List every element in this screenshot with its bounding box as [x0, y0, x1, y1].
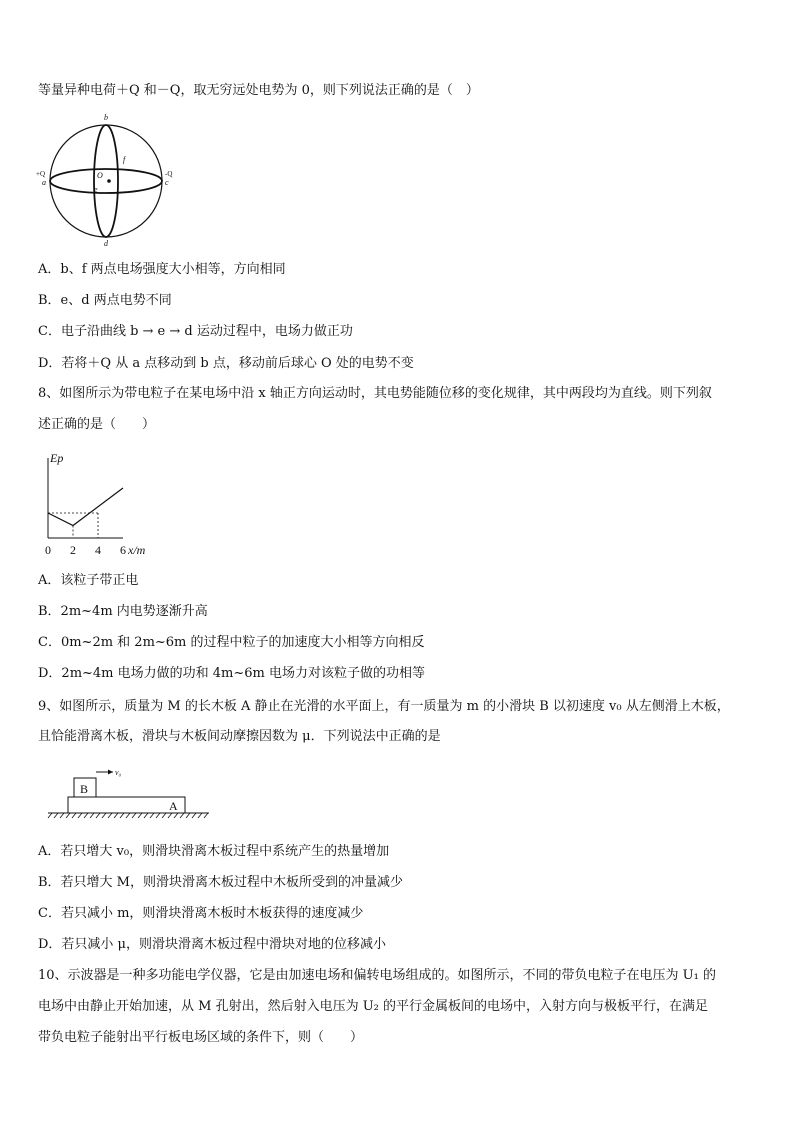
q10-stem-line-2: 电场中由静止开始加速，从 M 孔射出，然后射入电压为 U₂ 的平行金属板间的电场中，入射方向与极板平行，在满足: [38, 999, 709, 1014]
q9-option-d: D．若只减小 μ，则滑块滑离木板过程中滑块对地的位移减小: [38, 937, 387, 952]
q9-option-c: C．若只减小 m，则滑块滑离木板时木板获得的速度减少: [38, 906, 364, 921]
x-tick-label: 4: [95, 543, 101, 557]
x-tick-label: 6: [120, 543, 126, 557]
q9-option-a: A．若只增大 v₀，则滑块滑离木板过程中系统产生的热量增加: [38, 844, 390, 859]
q7-option-d: D．若将＋Q 从 a 点移动到 b 点，移动前后球心 O 处的电势不变: [38, 356, 414, 371]
q8-stem-line-1: 8、如图所示为带电粒子在某电场中沿 x 轴正方向运动时，其电势能随位移的变化规律，其中两段均为直线。则下列叙: [38, 386, 712, 401]
label-c: c: [165, 178, 169, 187]
q9-block-board-figure: [46, 765, 216, 825]
label-o: O: [97, 171, 103, 180]
x-tick-label: 2: [70, 543, 76, 557]
q10-stem-line-1: 10、示波器是一种多功能电学仪器，它是由加速电场和偏转电场组成的。如图所示，不同的带负电粒子在电压为 U₁ 的: [38, 968, 716, 983]
q8-option-d: D．2m~4m 电场力做的功和 4m~6m 电场力对该粒子做的功相等: [38, 666, 425, 681]
q7-sphere-figure: [36, 112, 176, 248]
q8-ep-chart: [38, 448, 168, 560]
ep-series-line: [48, 488, 123, 526]
sphere-diagram: [36, 112, 176, 248]
ground-hatching: [48, 813, 208, 818]
x-tick-label: 0: [45, 543, 51, 557]
x-axis-label: x/m: [128, 543, 146, 557]
q8-option-a: A．该粒子带正电: [38, 573, 139, 588]
block-board-diagram: [46, 765, 216, 825]
q8-option-c: C．0m~2m 和 2m~6m 的过程中粒子的加速度大小相等方向相反: [38, 635, 425, 650]
velocity-label: v₀: [115, 768, 122, 777]
ep-chart-svg: [38, 448, 168, 560]
q7-option-c: C．电子沿曲线 b → e → d 运动过程中，电场力做正功: [38, 324, 353, 339]
block-b-label: B: [80, 782, 89, 796]
board-a: [68, 797, 185, 813]
label-plus-q: +Q: [36, 170, 46, 178]
label-e: e: [94, 185, 98, 194]
q7-option-a: A．b、f 两点电场强度大小相等，方向相同: [38, 262, 286, 277]
label-d: d: [104, 239, 108, 248]
sphere-outline: [50, 125, 162, 237]
meridian-ellipse: [94, 125, 118, 237]
q9-stem-line-2: 且恰能滑离木板，滑块与木板间动摩擦因数为 μ．下列说法中正确的是: [38, 729, 441, 744]
equator-ellipse: [50, 169, 162, 193]
q7-stem: 等量异种电荷＋Q 和－Q，取无穷远处电势为 0，则下列说法正确的是（ ）: [38, 83, 479, 98]
label-f: f: [123, 155, 126, 164]
label-b: b: [104, 113, 108, 122]
q9-stem-line-1: 9、如图所示，质量为 M 的长木板 A 静止在光滑的水平面上，有一质量为 m 的小滑块 B 以初速度 v₀ 从左侧滑上木板，: [38, 699, 730, 714]
label-a: a: [42, 178, 46, 187]
q7-option-b: B．e、d 两点电势不同: [38, 293, 172, 308]
label-minus-q: -Q: [165, 170, 173, 178]
q10-stem-line-3: 带负电粒子能射出平行板电场区域的条件下，则（ ）: [38, 1030, 364, 1045]
center-dot: [107, 179, 111, 183]
q9-option-b: B．若只增大 M，则滑块滑离木板过程中木板所受到的冲量减少: [38, 875, 403, 890]
y-axis-label: Ep: [50, 451, 64, 465]
board-a-label: A: [169, 799, 178, 813]
velocity-arrowhead: [108, 770, 113, 775]
q8-stem-line-2: 述正确的是（ ）: [38, 417, 156, 432]
q8-option-b: B．2m~4m 内电势逐渐升高: [38, 604, 208, 619]
